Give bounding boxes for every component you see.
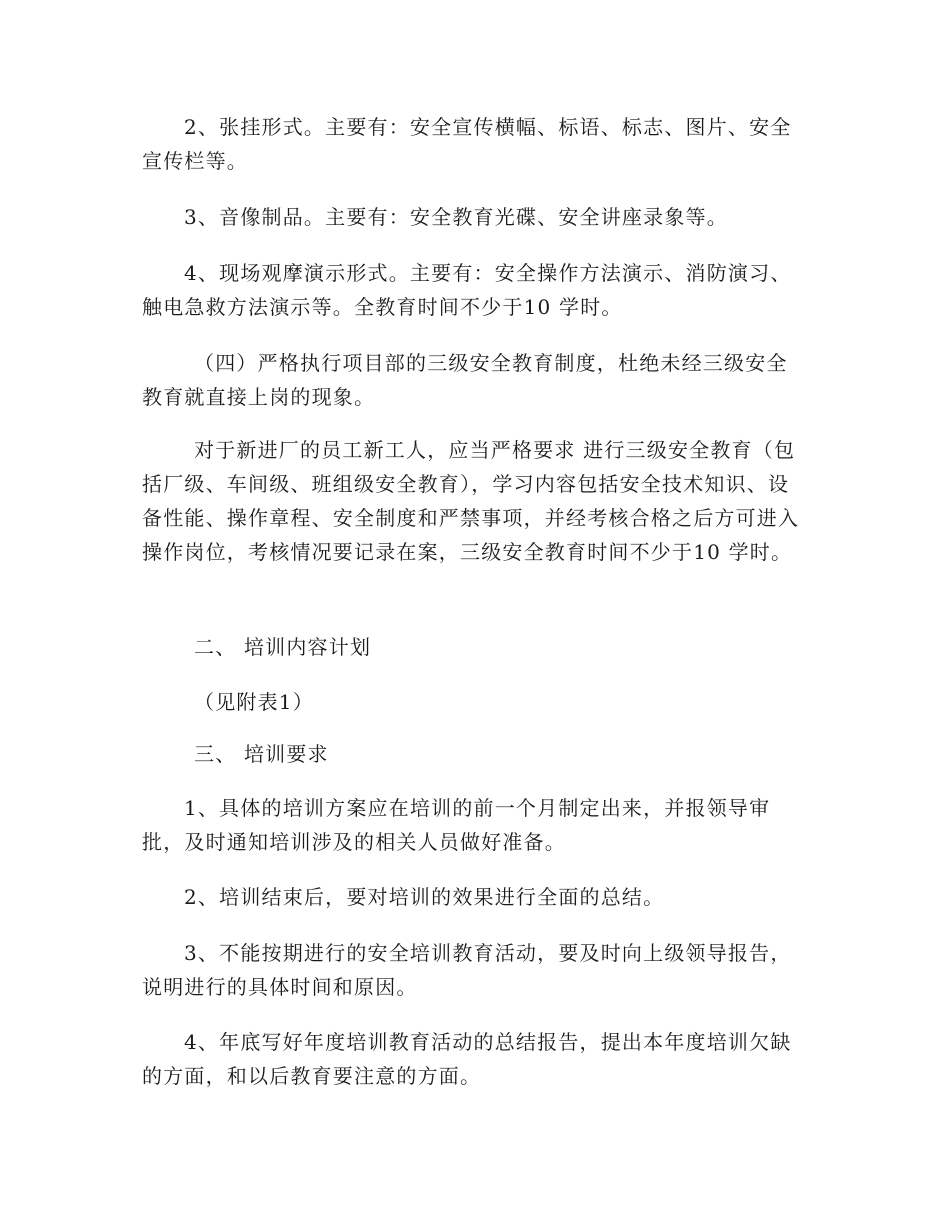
- section-heading-training-plan: 二、 培训内容计划: [194, 635, 372, 659]
- paragraph-see-appendix: （见附表1）: [194, 690, 314, 714]
- paragraph-requirement-1: 1、具体的培训方案应在培训的前一个月制定出来，并报领导审批，及时通知培训涉及的相关人员做好准备。: [142, 796, 771, 854]
- paragraph-new-workers: 对于新进厂的员工新工人，应当严格要求 进行三级安全教育（包括厂级、车间级、班组级安全教育），学习内容包括安全技术知识、设备性能、操作章程、安全制度和严禁事项，并经考核合格之后方可进入操作岗位，考核情况要记录在案，三级安全教育时间不少于10 学时。: [142, 438, 800, 564]
- paragraph-display-forms: 2、张挂形式。主要有：安全宣传横幅、标语、标志、图片、安全宣传栏等。: [142, 115, 792, 173]
- paragraph-onsite-demo: 4、现场观摩演示形式。主要有：安全操作方法演示、消防演习、触电急救方法演示等。全教育时间不少于10 学时。: [142, 261, 792, 319]
- section-heading-training-requirements: 三、 培训要求: [194, 742, 329, 766]
- paragraph-requirement-3: 3、不能按期进行的安全培训教育活动，要及时向上级领导报告，说明进行的具体时间和原因。: [142, 941, 792, 999]
- paragraph-audio-video: 3、音像制品。主要有：安全教育光碟、安全讲座录象等。: [184, 205, 728, 229]
- paragraph-requirement-2: 2、培训结束后，要对培训的效果进行全面的总结。: [184, 885, 665, 909]
- paragraph-three-level-system: （四）严格执行项目部的三级安全教育制度，杜绝未经三级安全教育就直接上岗的现象。: [142, 351, 788, 409]
- paragraph-requirement-4: 4、年底写好年度培训教育活动的总结报告，提出本年度培训欠缺的方面，和以后教育要注意的方面。: [142, 1030, 792, 1088]
